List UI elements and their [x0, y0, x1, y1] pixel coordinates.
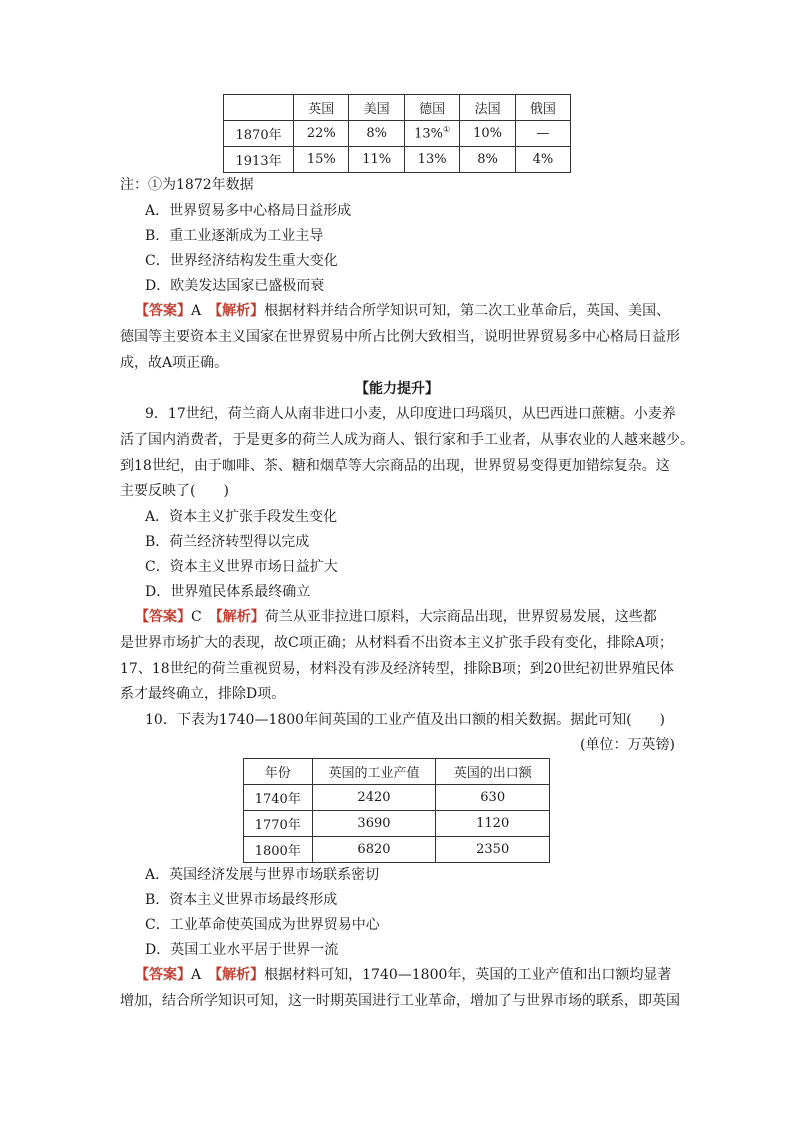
table-cell: [404, 121, 460, 147]
analysis-tag: 【解析】: [215, 967, 265, 983]
answer-tag: 【答案】: [135, 303, 191, 319]
table-cell: 1913年: [224, 147, 294, 173]
table-cell: 10%: [460, 121, 515, 147]
table-cell: 1870年: [224, 121, 294, 147]
question-text: 到18世纪，由于咖啡、茶、糖和烟草等大宗商品的出现，世界贸易变得更加错综复杂。这: [120, 458, 670, 474]
table-cell: 15%: [294, 147, 349, 173]
table-cell: 1800年: [244, 837, 313, 863]
analysis-text: 成，故A项正确。: [120, 355, 229, 371]
answer-value: C: [191, 609, 202, 625]
analysis-text: 根据材料可知，1740—1800年，英国的工业产值和出口额均显著: [264, 967, 672, 983]
answer-line: [135, 965, 671, 985]
question-text: 10．下表为1740—1800年间英国的工业产值及出口额的相关数据。据此可知( ): [145, 712, 665, 728]
table-cell: 2420: [312, 785, 436, 811]
table-cell: 6820: [312, 837, 436, 863]
table-header-cell: 德国: [404, 95, 460, 121]
answer-value: A: [191, 967, 202, 983]
table-header-cell: 英国的工业产值: [312, 759, 436, 785]
table-row: [244, 811, 550, 837]
table-header-cell: 英国: [294, 95, 349, 121]
option-a: A．英国经济发展与世界市场联系密切: [145, 867, 380, 883]
table-cell: 13%: [404, 147, 460, 173]
analysis-tag: 【解析】: [215, 303, 265, 319]
table-row: [224, 121, 571, 147]
question-text: 主要反映了( ): [120, 483, 229, 499]
option-c: C．资本主义世界市场日益扩大: [145, 559, 338, 575]
table-header-row: [244, 759, 550, 785]
answer-tag: 【答案】: [135, 609, 191, 625]
answer-line: [135, 607, 657, 627]
table-header-row: [224, 95, 571, 121]
answer-tag: 【答案】: [135, 967, 191, 983]
table-header-cell: [224, 95, 294, 121]
table-cell: 8%: [460, 147, 515, 173]
analysis-text: 增加，结合所学知识可知，这一时期英国进行工业革命，增加了与世界市场的联系，即英国: [120, 993, 680, 1009]
analysis-text: 根据材料并结合所学知识可知，第二次工业革命后，英国、美国、: [264, 303, 671, 319]
table-row: [224, 147, 571, 173]
option-c: C．工业革命使英国成为世界贸易中心: [145, 917, 380, 933]
table-cell: 8%: [349, 121, 404, 147]
analysis-text: 荷兰从亚非拉进口原料，大宗商品出现，世界贸易发展，这些都: [264, 609, 657, 625]
unit-label: (单位：万英镑): [580, 737, 675, 753]
option-a: A．世界贸易多中心格局日益形成: [145, 203, 352, 219]
option-a: A．资本主义扩张手段发生变化: [145, 509, 338, 525]
table-cell: 630: [436, 785, 550, 811]
table-cell: 3690: [312, 811, 436, 837]
table-row: [244, 837, 550, 863]
table-cell: 4%: [515, 147, 570, 173]
option-d: D．世界殖民体系最终确立: [145, 584, 311, 600]
table-cell: 22%: [294, 121, 349, 147]
question-text: 活了国内消费者，于是更多的荷兰人成为商人、银行家和手工业者，从事农业的人越来越少。: [120, 432, 694, 448]
analysis-text: 德国等主要资本主义国家在世界贸易中所占比例大致相当，说明世界贸易多中心格局日益形: [120, 329, 680, 345]
footnote-mark: ①: [443, 125, 451, 135]
table-cell: 1740年: [244, 785, 313, 811]
table-row: [244, 785, 550, 811]
option-c: C．世界经济结构发生重大变化: [145, 253, 338, 269]
analysis-text: 是世界市场扩大的表现，故C项正确；从材料看不出资本主义扩张手段有变化，排除A项；: [120, 635, 673, 651]
question-text: 9．17世纪，荷兰商人从南非进口小麦，从印度进口玛瑙贝，从巴西进口蔗糖。小麦养: [145, 406, 676, 422]
option-b: B．资本主义世界市场最终形成: [145, 892, 338, 908]
table-header-cell: 英国的出口额: [436, 759, 550, 785]
table-cell: 11%: [349, 147, 404, 173]
cell-value: 13%: [414, 126, 443, 142]
option-b: B．重工业逐渐成为工业主导: [145, 228, 324, 244]
table-cell: 2350: [436, 837, 550, 863]
analysis-text: 系才最终确立，排除D项。: [120, 686, 286, 702]
table-cell: 1770年: [244, 811, 313, 837]
answer-value: A: [191, 303, 202, 319]
section-title: 【能力提升】: [355, 381, 439, 397]
table-header-cell: 法国: [460, 95, 515, 121]
trade-share-table: [223, 94, 571, 173]
table-header-cell: 美国: [349, 95, 404, 121]
analysis-text: 17、18世纪的荷兰重视贸易，材料没有涉及经济转型，排除B项；到20世纪初世界殖民体: [120, 661, 674, 677]
option-d: D．欧美发达国家已盛极而衰: [145, 278, 325, 294]
table-header-cell: 年份: [244, 759, 313, 785]
table-cell: 1120: [436, 811, 550, 837]
table-cell: —: [515, 121, 570, 147]
industry-export-table: [243, 758, 550, 863]
table-note: 注：①为1872年数据: [120, 177, 254, 193]
analysis-tag: 【解析】: [215, 609, 265, 625]
table-header-cell: 俄国: [515, 95, 570, 121]
answer-line: [135, 301, 670, 321]
option-d: D．英国工业水平居于世界一流: [145, 942, 339, 958]
option-b: B．荷兰经济转型得以完成: [145, 534, 310, 550]
